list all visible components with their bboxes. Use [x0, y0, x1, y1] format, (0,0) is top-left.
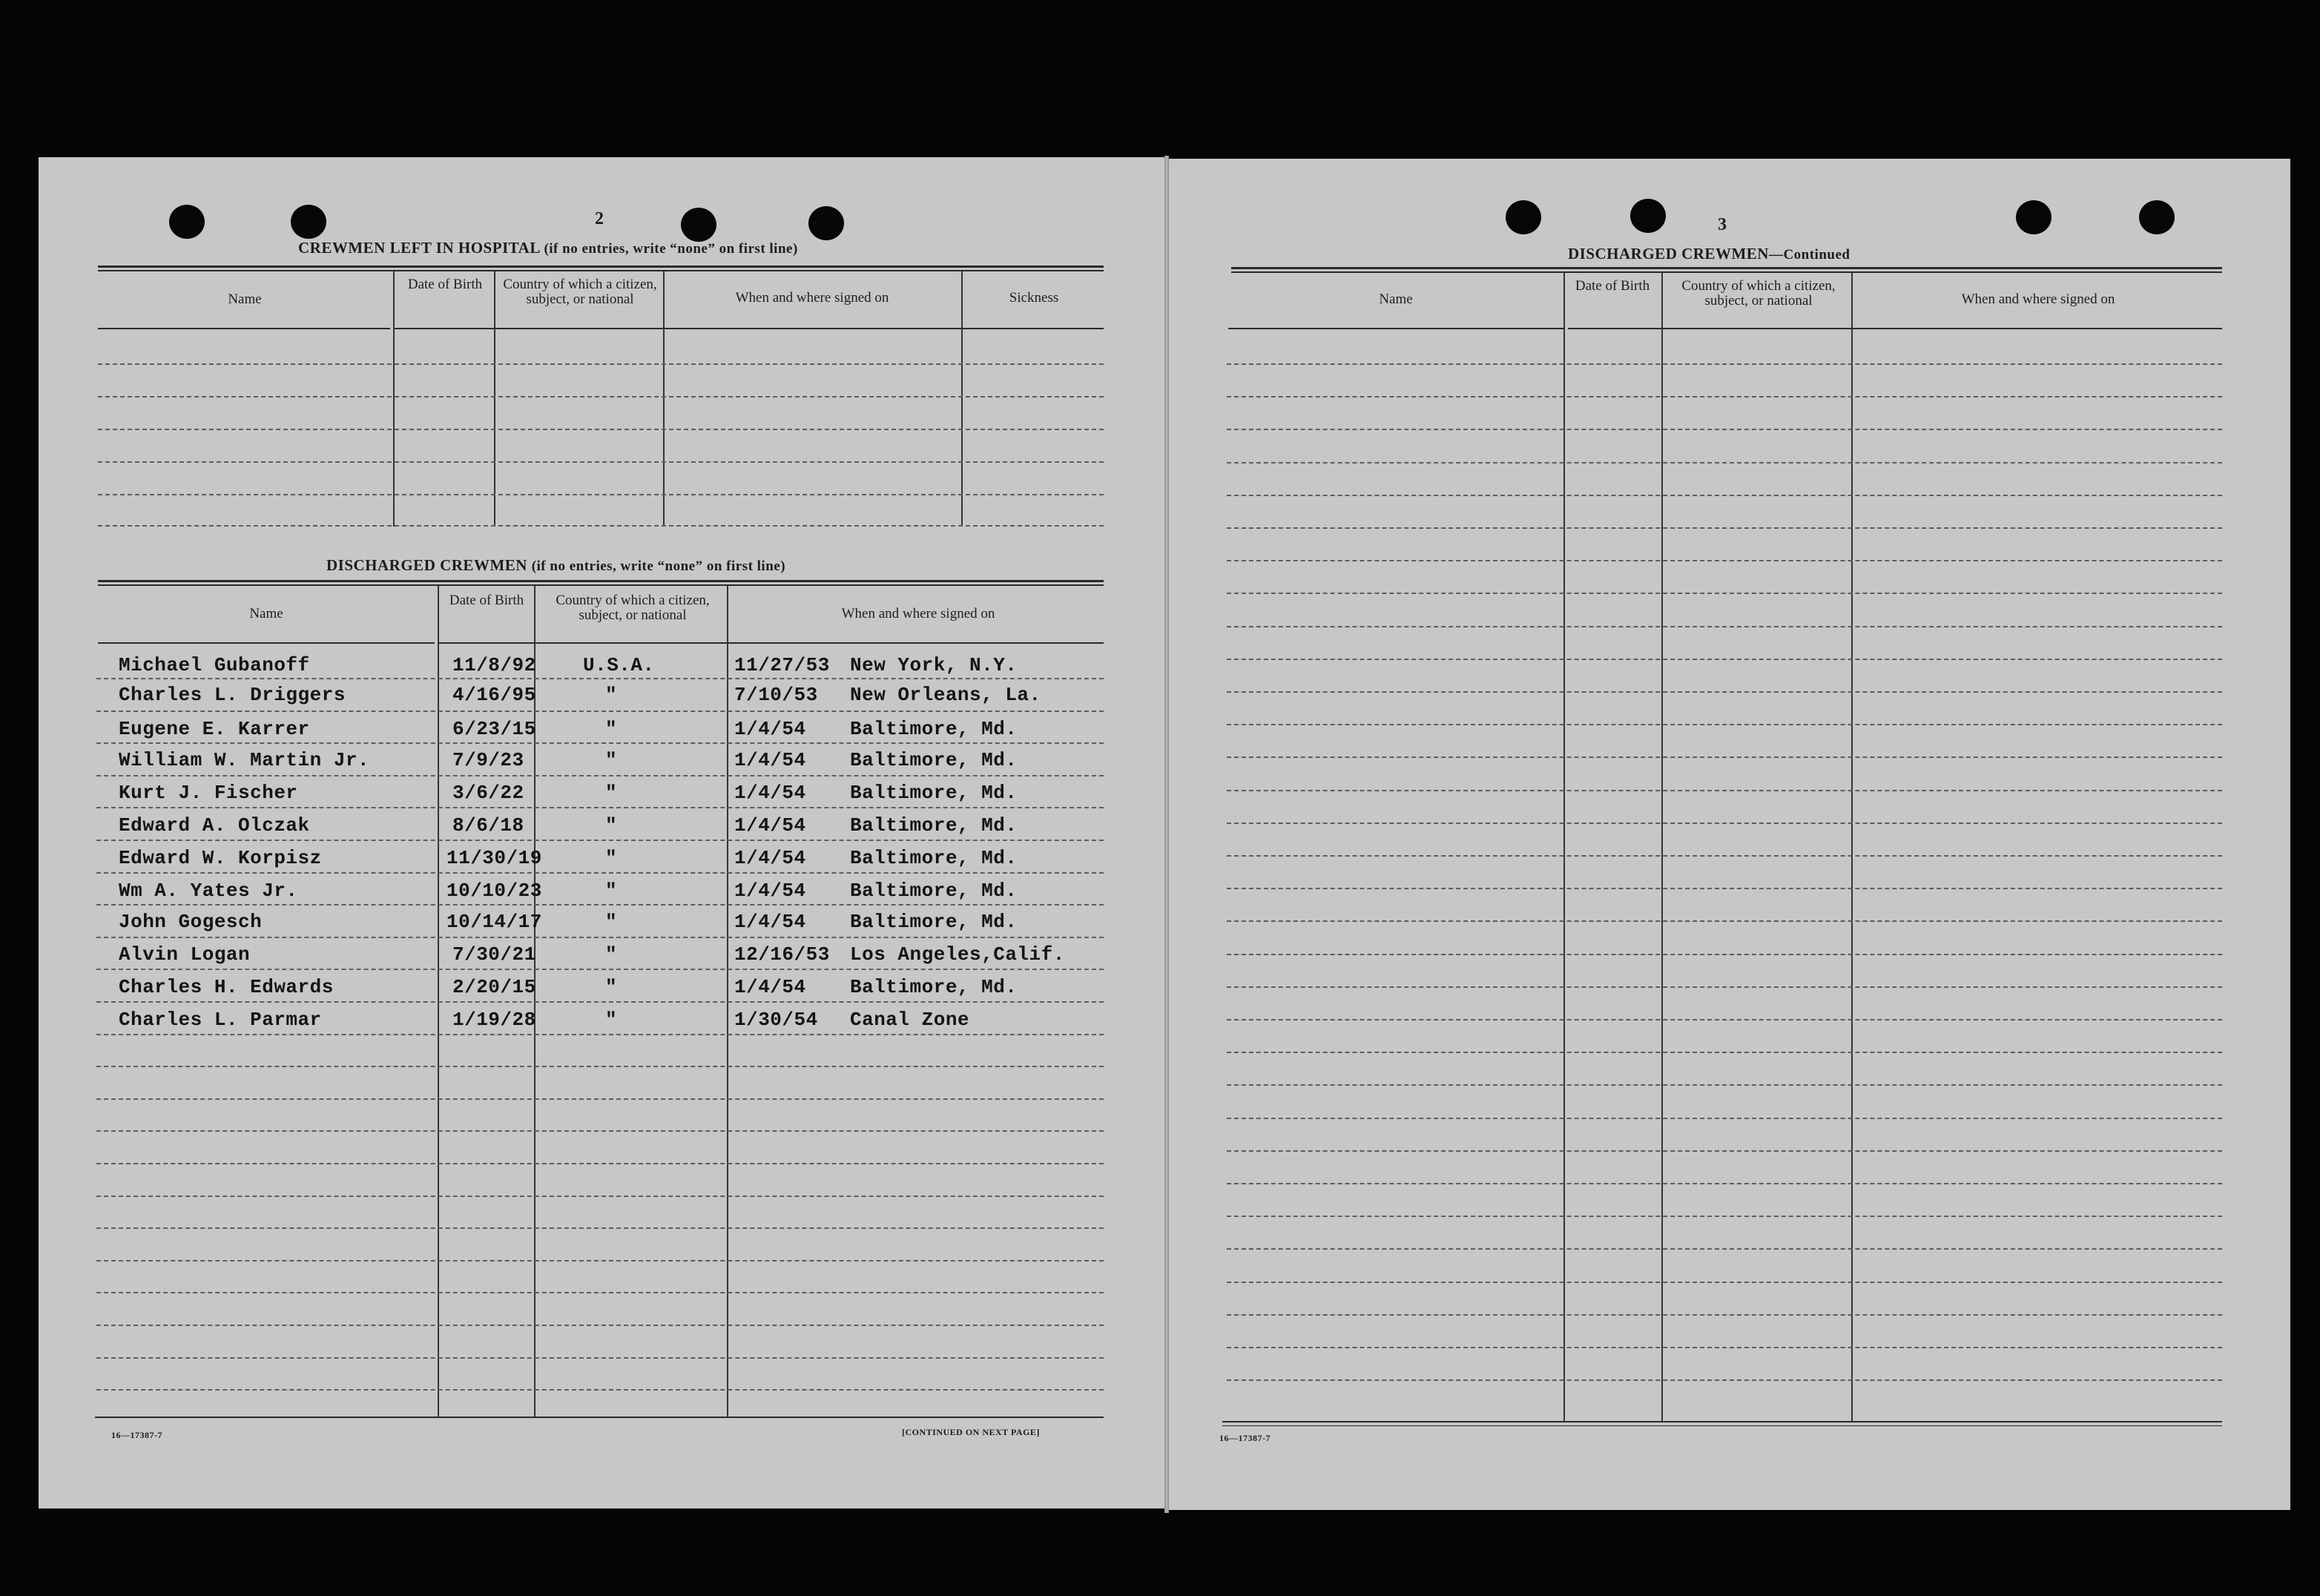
signed-on-place: New Orleans, La.	[850, 684, 1041, 706]
crewman-dob: 11/30/19	[446, 847, 542, 869]
signed-on-date: 12/16/53	[734, 943, 830, 966]
continued-note: [CONTINUED ON NEXT PAGE]	[902, 1427, 1040, 1437]
row-line	[96, 710, 1104, 712]
row-line	[1227, 822, 2222, 824]
punch-hole	[2016, 200, 2052, 234]
row-line	[96, 1325, 1104, 1326]
column-divider	[393, 271, 395, 527]
crewman-dob: 6/23/15	[452, 718, 536, 740]
signed-on-date: 1/4/54	[734, 880, 806, 902]
row-line	[1227, 527, 2222, 529]
row-line	[1227, 659, 2222, 660]
hospital-title: CREWMEN LEFT IN HOSPITAL	[298, 239, 540, 257]
row-line	[96, 775, 1104, 776]
crewman-country: "	[605, 782, 618, 804]
crewman-name: Edward A. Olczak	[119, 814, 310, 837]
row-line	[1227, 954, 2222, 955]
crewman-name: Kurt J. Fischer	[119, 782, 298, 804]
table-top-rule	[98, 580, 1104, 582]
crewman-dob: 3/6/22	[452, 782, 524, 804]
hospital-header-bottom-rule	[98, 328, 390, 329]
signed-on-place: Baltimore, Md.	[850, 847, 1018, 869]
crewman-dob: 10/14/17	[446, 911, 542, 933]
right-header-dob: Date of Birth	[1575, 278, 1650, 294]
hospital-header-bottom-rule	[395, 328, 1104, 329]
signed-on-place: Baltimore, Md.	[850, 749, 1018, 771]
column-divider	[1563, 273, 1565, 1422]
row-line	[96, 807, 1104, 808]
signed-on-date: 1/4/54	[734, 911, 806, 933]
discharged-title: DISCHARGED CREWMEN	[326, 556, 527, 574]
row-line	[1227, 495, 2222, 496]
column-divider	[1661, 273, 1663, 1422]
crewman-country: "	[605, 718, 618, 740]
row-line	[1227, 1118, 2222, 1119]
crewman-dob: 1/19/28	[452, 1009, 536, 1031]
row-line	[1227, 462, 2222, 464]
row-line	[1227, 1248, 2222, 1250]
signed-on-date: 1/4/54	[734, 782, 806, 804]
crewman-dob: 7/9/23	[452, 749, 524, 771]
row-line	[96, 1357, 1104, 1359]
column-divider	[663, 271, 665, 527]
crewman-name: Edward W. Korpisz	[119, 847, 322, 869]
table-top-rule	[1231, 271, 2222, 273]
hospital-header-signed-on: When and where signed on	[735, 290, 889, 306]
crewman-name: Charles L. Parmar	[119, 1009, 322, 1031]
punch-hole	[169, 205, 205, 239]
row-line	[1227, 986, 2222, 988]
right-header-name: Name	[1379, 291, 1413, 307]
signed-on-place: New York, N.Y.	[850, 654, 1018, 676]
row-line	[1227, 1314, 2222, 1316]
row-line	[96, 872, 1104, 874]
row-line	[1227, 855, 2222, 857]
crewman-name: Wm A. Yates Jr.	[119, 880, 298, 902]
crewman-dob: 7/30/21	[452, 943, 536, 966]
row-line	[1227, 691, 2222, 693]
signed-on-date: 7/10/53	[734, 684, 818, 706]
signed-on-date: 1/4/54	[734, 976, 806, 998]
discharged-header-bottom-rule	[439, 642, 1104, 644]
hospital-header-country: Country of which a citizen, subject, or national	[503, 277, 657, 307]
signed-on-place: Baltimore, Md.	[850, 782, 1018, 804]
right-page	[1167, 159, 2290, 1510]
hospital-header-name: Name	[228, 291, 262, 307]
row-line	[1227, 593, 2222, 594]
row-line	[96, 1130, 1104, 1132]
punch-hole	[1630, 199, 1666, 233]
table-bottom-rule	[95, 1417, 1104, 1418]
form-number: 16—17387-7	[111, 1430, 162, 1440]
punch-hole	[681, 208, 716, 242]
crewman-dob: 2/20/15	[452, 976, 536, 998]
crewman-country: "	[605, 911, 618, 933]
row-line	[98, 363, 1104, 365]
column-divider	[961, 271, 963, 527]
right-section-title	[1568, 245, 1850, 263]
crewman-name: Eugene E. Karrer	[119, 718, 310, 740]
signed-on-place: Canal Zone	[850, 1009, 970, 1031]
row-line	[1227, 1282, 2222, 1283]
crewman-name: Charles L. Driggers	[119, 684, 346, 706]
row-line	[98, 461, 1104, 463]
row-line	[96, 1066, 1104, 1067]
crewman-dob: 4/16/95	[452, 684, 536, 706]
crewman-name: Alvin Logan	[119, 943, 251, 966]
hospital-section-title	[298, 239, 798, 257]
crewman-country: U.S.A.	[583, 654, 655, 676]
row-line	[96, 1389, 1104, 1391]
signed-on-date: 11/27/53	[734, 654, 830, 676]
punch-hole	[291, 205, 326, 239]
crewman-dob: 10/10/23	[446, 880, 542, 902]
table-bottom-rule	[1222, 1421, 2222, 1422]
page-number: 3	[1718, 215, 1727, 234]
discharged-section-title	[326, 556, 785, 575]
row-line	[1227, 396, 2222, 398]
table-top-rule	[1231, 267, 2222, 269]
row-line	[96, 1196, 1104, 1197]
signed-on-date: 1/4/54	[734, 749, 806, 771]
discharged-header-dob: Date of Birth	[449, 593, 524, 608]
row-line	[96, 969, 1104, 970]
row-line	[1227, 790, 2222, 791]
row-line	[98, 494, 1104, 495]
row-line	[1227, 363, 2222, 365]
signed-on-place: Baltimore, Md.	[850, 718, 1018, 740]
signed-on-place: Baltimore, Md.	[850, 911, 1018, 933]
signed-on-date: 1/4/54	[734, 814, 806, 837]
crewman-country: "	[605, 684, 618, 706]
hospital-header-sickness: Sickness	[1009, 290, 1059, 306]
right-header-bottom-rule	[1228, 328, 1565, 329]
row-line	[1227, 920, 2222, 922]
crewman-name: Michael Gubanoff	[119, 654, 310, 676]
crewman-country: "	[605, 814, 618, 837]
row-line	[1227, 1084, 2222, 1086]
signed-on-date: 1/4/54	[734, 847, 806, 869]
right-header-country: Country of which a citizen, subject, or national	[1681, 278, 1836, 309]
row-line	[96, 1292, 1104, 1293]
page-fold	[1164, 156, 1169, 1513]
row-line	[96, 840, 1104, 841]
hospital-note: (if no entries, write “none” on first line)	[544, 241, 798, 257]
row-line	[1227, 1347, 2222, 1348]
row-line	[96, 1163, 1104, 1164]
row-line	[96, 1034, 1104, 1035]
crewman-country: "	[605, 1009, 618, 1031]
right-title-suffix: —Continued	[1768, 247, 1851, 263]
row-line	[1227, 724, 2222, 725]
row-line	[1227, 1216, 2222, 1217]
punch-hole	[2139, 200, 2175, 234]
signed-on-date: 1/30/54	[734, 1009, 818, 1031]
row-line	[96, 678, 1104, 679]
page-number: 2	[595, 209, 604, 228]
signed-on-place: Baltimore, Md.	[850, 880, 1018, 902]
crewman-country: "	[605, 976, 618, 998]
discharged-header-signed-on: When and where signed on	[841, 606, 995, 621]
row-line	[1227, 1150, 2222, 1152]
table-bottom-rule	[1222, 1425, 2222, 1426]
signed-on-place: Los Angeles,Calif.	[850, 943, 1065, 966]
discharged-note: (if no entries, write “none” on first line)	[531, 558, 786, 574]
signed-on-place: Baltimore, Md.	[850, 976, 1018, 998]
discharged-header-bottom-rule	[98, 642, 435, 644]
crewman-country: "	[605, 943, 618, 966]
crewman-name: John Gogesch	[119, 911, 263, 933]
table-top-rule	[98, 584, 1104, 586]
discharged-header-country: Country of which a citizen, subject, or national	[556, 593, 710, 623]
crewman-dob: 11/8/92	[452, 654, 536, 676]
hospital-header-dob: Date of Birth	[407, 277, 483, 292]
row-line	[98, 525, 1104, 527]
row-line	[96, 904, 1104, 906]
crewman-country: "	[605, 847, 618, 869]
row-line	[1227, 1379, 2222, 1381]
crewman-dob: 8/6/18	[452, 814, 524, 837]
row-line	[96, 1227, 1104, 1229]
row-line	[1227, 560, 2222, 561]
right-title: DISCHARGED CREWMEN	[1568, 245, 1769, 263]
right-header-signed-on: When and where signed on	[1961, 291, 2115, 307]
signed-on-date: 1/4/54	[734, 718, 806, 740]
row-line	[98, 429, 1104, 430]
row-line	[1227, 1052, 2222, 1053]
row-line	[1227, 626, 2222, 627]
crewman-country: "	[605, 749, 618, 771]
discharged-header-name: Name	[249, 606, 283, 621]
row-line	[96, 937, 1104, 938]
row-line	[96, 1001, 1104, 1003]
column-divider	[494, 271, 495, 527]
table-top-rule	[98, 270, 1104, 271]
row-line	[1227, 1183, 2222, 1184]
crewman-country: "	[605, 880, 618, 902]
row-line	[96, 1098, 1104, 1100]
punch-hole	[1506, 200, 1541, 234]
form-number: 16—17387-7	[1219, 1433, 1271, 1443]
crewman-name: Charles H. Edwards	[119, 976, 334, 998]
row-line	[96, 742, 1104, 744]
row-line	[1227, 429, 2222, 430]
row-line	[96, 1260, 1104, 1262]
crewman-name: William W. Martin Jr.	[119, 749, 370, 771]
table-top-rule	[98, 266, 1104, 268]
row-line	[1227, 1019, 2222, 1020]
row-line	[1227, 888, 2222, 889]
column-divider	[1851, 273, 1853, 1422]
row-line	[98, 396, 1104, 398]
punch-hole	[808, 206, 844, 240]
right-header-bottom-rule	[1568, 328, 2222, 329]
signed-on-place: Baltimore, Md.	[850, 814, 1018, 837]
row-line	[1227, 756, 2222, 758]
